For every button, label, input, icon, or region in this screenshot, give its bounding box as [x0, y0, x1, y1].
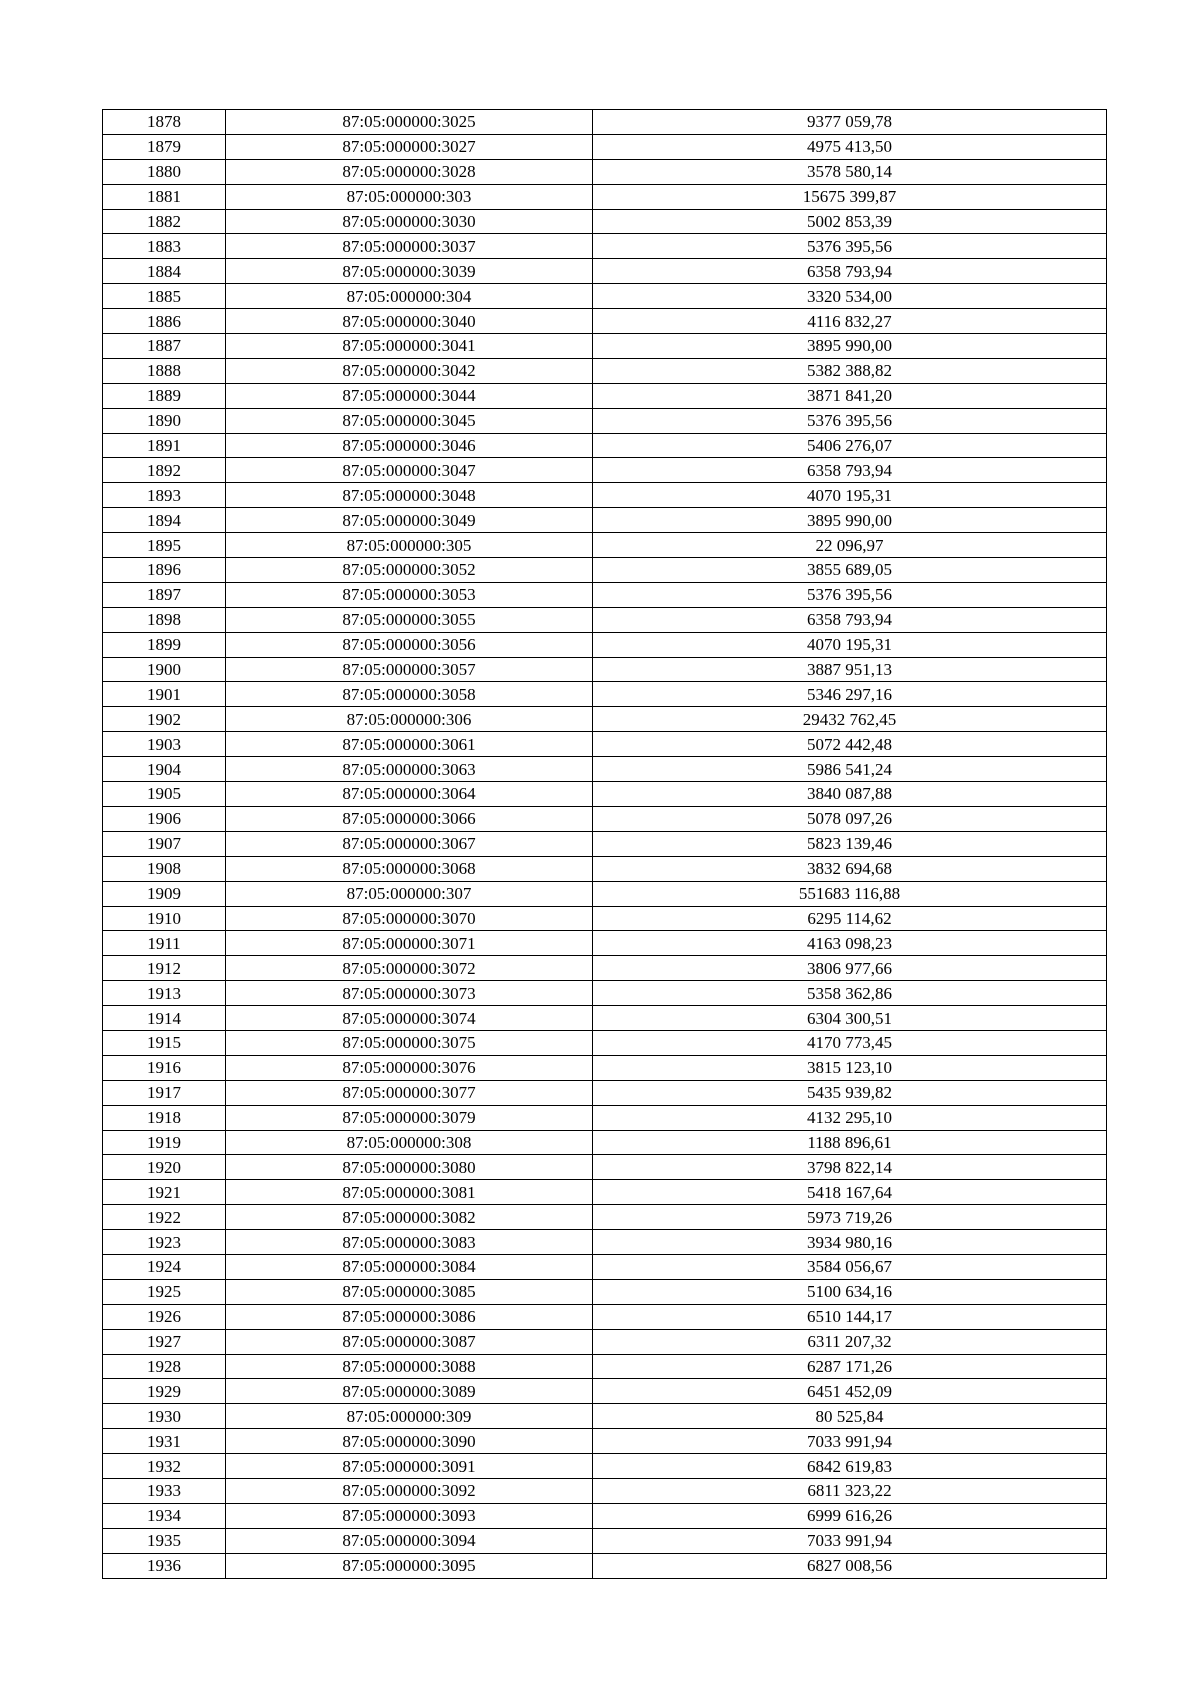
- table-row: [103, 782, 1107, 807]
- table-row: [103, 707, 1107, 732]
- cadastral-value-cell: 4132 295,10: [593, 1105, 1107, 1130]
- cadastral-value-cell: 5986 541,24: [593, 757, 1107, 782]
- cadastral-value-cell: 3320 534,00: [593, 284, 1107, 309]
- table-row: [103, 1205, 1107, 1230]
- cadastral-number-cell: 87:05:000000:3048: [226, 483, 593, 508]
- row-number-cell: 1933: [103, 1478, 226, 1503]
- cadastral-value-cell: 4070 195,31: [593, 483, 1107, 508]
- cadastral-number-cell: 87:05:000000:3027: [226, 134, 593, 159]
- cadastral-number-cell: 87:05:000000:3052: [226, 558, 593, 583]
- cadastral-number-cell: 87:05:000000:3090: [226, 1429, 593, 1454]
- cadastral-number-cell: 87:05:000000:3047: [226, 458, 593, 483]
- table-row: [103, 732, 1107, 757]
- cadastral-value-cell: 4116 832,27: [593, 309, 1107, 334]
- row-number-cell: 1929: [103, 1379, 226, 1404]
- cadastral-value-cell: 3832 694,68: [593, 856, 1107, 881]
- cadastral-number-cell: 87:05:000000:3042: [226, 358, 593, 383]
- cadastral-number-cell: 87:05:000000:3077: [226, 1080, 593, 1105]
- row-number-cell: 1883: [103, 234, 226, 259]
- table-row: [103, 906, 1107, 931]
- table-row: [103, 657, 1107, 682]
- table-row: [103, 483, 1107, 508]
- cadastral-number-cell: 87:05:000000:3084: [226, 1254, 593, 1279]
- table-row: [103, 259, 1107, 284]
- cadastral-value-cell: 5382 388,82: [593, 358, 1107, 383]
- row-number-cell: 1921: [103, 1180, 226, 1205]
- table-row: [103, 1429, 1107, 1454]
- cadastral-number-cell: 87:05:000000:3071: [226, 931, 593, 956]
- cadastral-value-cell: 3855 689,05: [593, 558, 1107, 583]
- cadastral-value-cell: 3895 990,00: [593, 334, 1107, 359]
- cadastral-number-cell: 87:05:000000:3094: [226, 1528, 593, 1553]
- table-row: [103, 831, 1107, 856]
- cadastral-value-cell: 6287 171,26: [593, 1354, 1107, 1379]
- table-row: [103, 931, 1107, 956]
- cadastral-value-cell: 3887 951,13: [593, 657, 1107, 682]
- table-row: [103, 582, 1107, 607]
- cadastral-value-cell: 29432 762,45: [593, 707, 1107, 732]
- cadastral-value-cell: 6304 300,51: [593, 1006, 1107, 1031]
- cadastral-number-cell: 87:05:000000:303: [226, 184, 593, 209]
- table-row: [103, 1105, 1107, 1130]
- row-number-cell: 1900: [103, 657, 226, 682]
- table-row: [103, 309, 1107, 334]
- row-number-cell: 1926: [103, 1304, 226, 1329]
- row-number-cell: 1922: [103, 1205, 226, 1230]
- cadastral-number-cell: 87:05:000000:3057: [226, 657, 593, 682]
- row-number-cell: 1895: [103, 533, 226, 558]
- table-row: [103, 632, 1107, 657]
- table-row: [103, 1354, 1107, 1379]
- cadastral-number-cell: 87:05:000000:3030: [226, 209, 593, 234]
- row-number-cell: 1886: [103, 309, 226, 334]
- table-row: [103, 806, 1107, 831]
- row-number-cell: 1917: [103, 1080, 226, 1105]
- table-row: [103, 1155, 1107, 1180]
- row-number-cell: 1915: [103, 1030, 226, 1055]
- table-row: [103, 159, 1107, 184]
- row-number-cell: 1928: [103, 1354, 226, 1379]
- table-row: [103, 1304, 1107, 1329]
- table-row: [103, 184, 1107, 209]
- cadastral-value-cell: 80 525,84: [593, 1404, 1107, 1429]
- table-row: [103, 1006, 1107, 1031]
- table-row: [103, 1329, 1107, 1354]
- row-number-cell: 1893: [103, 483, 226, 508]
- row-number-cell: 1885: [103, 284, 226, 309]
- row-number-cell: 1916: [103, 1055, 226, 1080]
- cadastral-number-cell: 87:05:000000:305: [226, 533, 593, 558]
- row-number-cell: 1887: [103, 334, 226, 359]
- cadastral-number-cell: 87:05:000000:3091: [226, 1454, 593, 1479]
- table-row: [103, 1404, 1107, 1429]
- row-number-cell: 1911: [103, 931, 226, 956]
- row-number-cell: 1904: [103, 757, 226, 782]
- table-row: [103, 881, 1107, 906]
- row-number-cell: 1930: [103, 1404, 226, 1429]
- cadastral-number-cell: 87:05:000000:3080: [226, 1155, 593, 1180]
- table-row: [103, 1230, 1107, 1255]
- cadastral-number-cell: 87:05:000000:3053: [226, 582, 593, 607]
- row-number-cell: 1891: [103, 433, 226, 458]
- cadastral-value-cell: 3871 841,20: [593, 383, 1107, 408]
- cadastral-number-cell: 87:05:000000:3049: [226, 508, 593, 533]
- row-number-cell: 1931: [103, 1429, 226, 1454]
- cadastral-number-cell: 87:05:000000:3028: [226, 159, 593, 184]
- row-number-cell: 1919: [103, 1130, 226, 1155]
- cadastral-value-cell: 5100 634,16: [593, 1279, 1107, 1304]
- cadastral-value-cell: 5973 719,26: [593, 1205, 1107, 1230]
- row-number-cell: 1925: [103, 1279, 226, 1304]
- cadastral-number-cell: 87:05:000000:3058: [226, 682, 593, 707]
- row-number-cell: 1907: [103, 831, 226, 856]
- table-row: [103, 1279, 1107, 1304]
- table-row: [103, 234, 1107, 259]
- row-number-cell: 1879: [103, 134, 226, 159]
- cadastral-value-cell: 5072 442,48: [593, 732, 1107, 757]
- cadastral-number-cell: 87:05:000000:3092: [226, 1478, 593, 1503]
- row-number-cell: 1892: [103, 458, 226, 483]
- cadastral-number-cell: 87:05:000000:3039: [226, 259, 593, 284]
- cadastral-value-cell: 6827 008,56: [593, 1553, 1107, 1578]
- cadastral-value-cell: 3815 123,10: [593, 1055, 1107, 1080]
- table-row: [103, 1503, 1107, 1528]
- cadastral-number-cell: 87:05:000000:3044: [226, 383, 593, 408]
- row-number-cell: 1913: [103, 981, 226, 1006]
- cadastral-value-cell: 6999 616,26: [593, 1503, 1107, 1528]
- cadastral-number-cell: 87:05:000000:3041: [226, 334, 593, 359]
- cadastral-value-cell: 6358 793,94: [593, 458, 1107, 483]
- table-row: [103, 1254, 1107, 1279]
- row-number-cell: 1905: [103, 782, 226, 807]
- table-row: [103, 1553, 1107, 1578]
- cadastral-number-cell: 87:05:000000:3063: [226, 757, 593, 782]
- row-number-cell: 1906: [103, 806, 226, 831]
- cadastral-value-cell: 4975 413,50: [593, 134, 1107, 159]
- cadastral-number-cell: 87:05:000000:3072: [226, 956, 593, 981]
- table-row: [103, 757, 1107, 782]
- cadastral-value-cell: 5358 362,86: [593, 981, 1107, 1006]
- row-number-cell: 1888: [103, 358, 226, 383]
- cadastral-number-cell: 87:05:000000:3025: [226, 110, 593, 135]
- cadastral-number-cell: 87:05:000000:3085: [226, 1279, 593, 1304]
- table-row: [103, 1180, 1107, 1205]
- table-row: [103, 1030, 1107, 1055]
- row-number-cell: 1908: [103, 856, 226, 881]
- row-number-cell: 1897: [103, 582, 226, 607]
- row-number-cell: 1896: [103, 558, 226, 583]
- cadastral-value-cell: 5346 297,16: [593, 682, 1107, 707]
- cadastral-value-cell: 4170 773,45: [593, 1030, 1107, 1055]
- table-row: [103, 981, 1107, 1006]
- row-number-cell: 1899: [103, 632, 226, 657]
- table-row: [103, 458, 1107, 483]
- cadastral-number-cell: 87:05:000000:3070: [226, 906, 593, 931]
- cadastral-value-cell: 7033 991,94: [593, 1429, 1107, 1454]
- cadastral-number-cell: 87:05:000000:304: [226, 284, 593, 309]
- row-number-cell: 1903: [103, 732, 226, 757]
- cadastral-value-cell: 5406 276,07: [593, 433, 1107, 458]
- cadastral-number-cell: 87:05:000000:3064: [226, 782, 593, 807]
- cadastral-number-cell: 87:05:000000:3066: [226, 806, 593, 831]
- table-row: [103, 508, 1107, 533]
- cadastral-value-cell: 5376 395,56: [593, 582, 1107, 607]
- row-number-cell: 1889: [103, 383, 226, 408]
- table-row: [103, 334, 1107, 359]
- row-number-cell: 1902: [103, 707, 226, 732]
- row-number-cell: 1890: [103, 408, 226, 433]
- table-row: [103, 682, 1107, 707]
- table-row: [103, 1478, 1107, 1503]
- row-number-cell: 1912: [103, 956, 226, 981]
- table-row: [103, 358, 1107, 383]
- cadastral-value-cell: 3578 580,14: [593, 159, 1107, 184]
- cadastral-number-cell: 87:05:000000:3045: [226, 408, 593, 433]
- row-number-cell: 1884: [103, 259, 226, 284]
- row-number-cell: 1909: [103, 881, 226, 906]
- cadastral-value-cell: 3895 990,00: [593, 508, 1107, 533]
- table-row: [103, 1055, 1107, 1080]
- cadastral-value-cell: 6811 323,22: [593, 1478, 1107, 1503]
- table-row: [103, 1454, 1107, 1479]
- cadastral-value-cell: 6358 793,94: [593, 259, 1107, 284]
- cadastral-value-cell: 6510 144,17: [593, 1304, 1107, 1329]
- table-row: [103, 956, 1107, 981]
- row-number-cell: 1918: [103, 1105, 226, 1130]
- cadastral-value-cell: 1188 896,61: [593, 1130, 1107, 1155]
- cadastral-number-cell: 87:05:000000:308: [226, 1130, 593, 1155]
- cadastral-value-cell: 3806 977,66: [593, 956, 1107, 981]
- cadastral-number-cell: 87:05:000000:3081: [226, 1180, 593, 1205]
- cadastral-number-cell: 87:05:000000:3079: [226, 1105, 593, 1130]
- cadastral-number-cell: 87:05:000000:3082: [226, 1205, 593, 1230]
- cadastral-number-cell: 87:05:000000:3037: [226, 234, 593, 259]
- cadastral-value-cell: 551683 116,88: [593, 881, 1107, 906]
- cadastral-number-cell: 87:05:000000:3075: [226, 1030, 593, 1055]
- cadastral-value-cell: 4070 195,31: [593, 632, 1107, 657]
- row-number-cell: 1914: [103, 1006, 226, 1031]
- row-number-cell: 1894: [103, 508, 226, 533]
- row-number-cell: 1880: [103, 159, 226, 184]
- row-number-cell: 1901: [103, 682, 226, 707]
- cadastral-number-cell: 87:05:000000:309: [226, 1404, 593, 1429]
- table-row: [103, 408, 1107, 433]
- cadastral-number-cell: 87:05:000000:3055: [226, 607, 593, 632]
- cadastral-value-cell: 5435 939,82: [593, 1080, 1107, 1105]
- row-number-cell: 1910: [103, 906, 226, 931]
- cadastral-number-cell: 87:05:000000:3093: [226, 1503, 593, 1528]
- cadastral-number-cell: 87:05:000000:3068: [226, 856, 593, 881]
- cadastral-value-cell: 6842 619,83: [593, 1454, 1107, 1479]
- cadastral-value-table: [102, 109, 1107, 1579]
- table-row: [103, 433, 1107, 458]
- cadastral-number-cell: 87:05:000000:3088: [226, 1354, 593, 1379]
- row-number-cell: 1936: [103, 1553, 226, 1578]
- row-number-cell: 1932: [103, 1454, 226, 1479]
- cadastral-value-cell: 6358 793,94: [593, 607, 1107, 632]
- cadastral-value-cell: 7033 991,94: [593, 1528, 1107, 1553]
- cadastral-value-cell: 3934 980,16: [593, 1230, 1107, 1255]
- table-row: [103, 383, 1107, 408]
- cadastral-value-cell: 5376 395,56: [593, 234, 1107, 259]
- cadastral-value-cell: 5418 167,64: [593, 1180, 1107, 1205]
- cadastral-value-cell: 22 096,97: [593, 533, 1107, 558]
- row-number-cell: 1882: [103, 209, 226, 234]
- table-row: [103, 607, 1107, 632]
- cadastral-number-cell: 87:05:000000:3087: [226, 1329, 593, 1354]
- table-row: [103, 110, 1107, 135]
- cadastral-number-cell: 87:05:000000:3046: [226, 433, 593, 458]
- cadastral-value-cell: 5078 097,26: [593, 806, 1107, 831]
- row-number-cell: 1920: [103, 1155, 226, 1180]
- table-row: [103, 209, 1107, 234]
- cadastral-number-cell: 87:05:000000:3073: [226, 981, 593, 1006]
- cadastral-value-cell: 6451 452,09: [593, 1379, 1107, 1404]
- table-row: [103, 284, 1107, 309]
- table-row: [103, 533, 1107, 558]
- table-row: [103, 1080, 1107, 1105]
- row-number-cell: 1924: [103, 1254, 226, 1279]
- cadastral-number-cell: 87:05:000000:3074: [226, 1006, 593, 1031]
- row-number-cell: 1934: [103, 1503, 226, 1528]
- cadastral-number-cell: 87:05:000000:3086: [226, 1304, 593, 1329]
- row-number-cell: 1935: [103, 1528, 226, 1553]
- cadastral-number-cell: 87:05:000000:3095: [226, 1553, 593, 1578]
- cadastral-number-cell: 87:05:000000:307: [226, 881, 593, 906]
- table-row: [103, 134, 1107, 159]
- table-body: [103, 110, 1107, 1579]
- cadastral-number-cell: 87:05:000000:3061: [226, 732, 593, 757]
- cadastral-value-cell: 9377 059,78: [593, 110, 1107, 135]
- cadastral-number-cell: 87:05:000000:306: [226, 707, 593, 732]
- cadastral-value-cell: 3798 822,14: [593, 1155, 1107, 1180]
- cadastral-value-cell: 3840 087,88: [593, 782, 1107, 807]
- cadastral-number-cell: 87:05:000000:3040: [226, 309, 593, 334]
- cadastral-value-cell: 3584 056,67: [593, 1254, 1107, 1279]
- row-number-cell: 1878: [103, 110, 226, 135]
- cadastral-number-cell: 87:05:000000:3067: [226, 831, 593, 856]
- row-number-cell: 1881: [103, 184, 226, 209]
- cadastral-number-cell: 87:05:000000:3076: [226, 1055, 593, 1080]
- table-row: [103, 1528, 1107, 1553]
- table-row: [103, 1379, 1107, 1404]
- table-row: [103, 856, 1107, 881]
- row-number-cell: 1898: [103, 607, 226, 632]
- cadastral-value-cell: 6295 114,62: [593, 906, 1107, 931]
- cadastral-value-cell: 6311 207,32: [593, 1329, 1107, 1354]
- cadastral-number-cell: 87:05:000000:3089: [226, 1379, 593, 1404]
- cadastral-number-cell: 87:05:000000:3083: [226, 1230, 593, 1255]
- cadastral-value-cell: 5002 853,39: [593, 209, 1107, 234]
- cadastral-value-cell: 15675 399,87: [593, 184, 1107, 209]
- cadastral-value-cell: 4163 098,23: [593, 931, 1107, 956]
- cadastral-number-cell: 87:05:000000:3056: [226, 632, 593, 657]
- table-row: [103, 558, 1107, 583]
- cadastral-value-cell: 5823 139,46: [593, 831, 1107, 856]
- row-number-cell: 1923: [103, 1230, 226, 1255]
- row-number-cell: 1927: [103, 1329, 226, 1354]
- table-row: [103, 1130, 1107, 1155]
- cadastral-value-cell: 5376 395,56: [593, 408, 1107, 433]
